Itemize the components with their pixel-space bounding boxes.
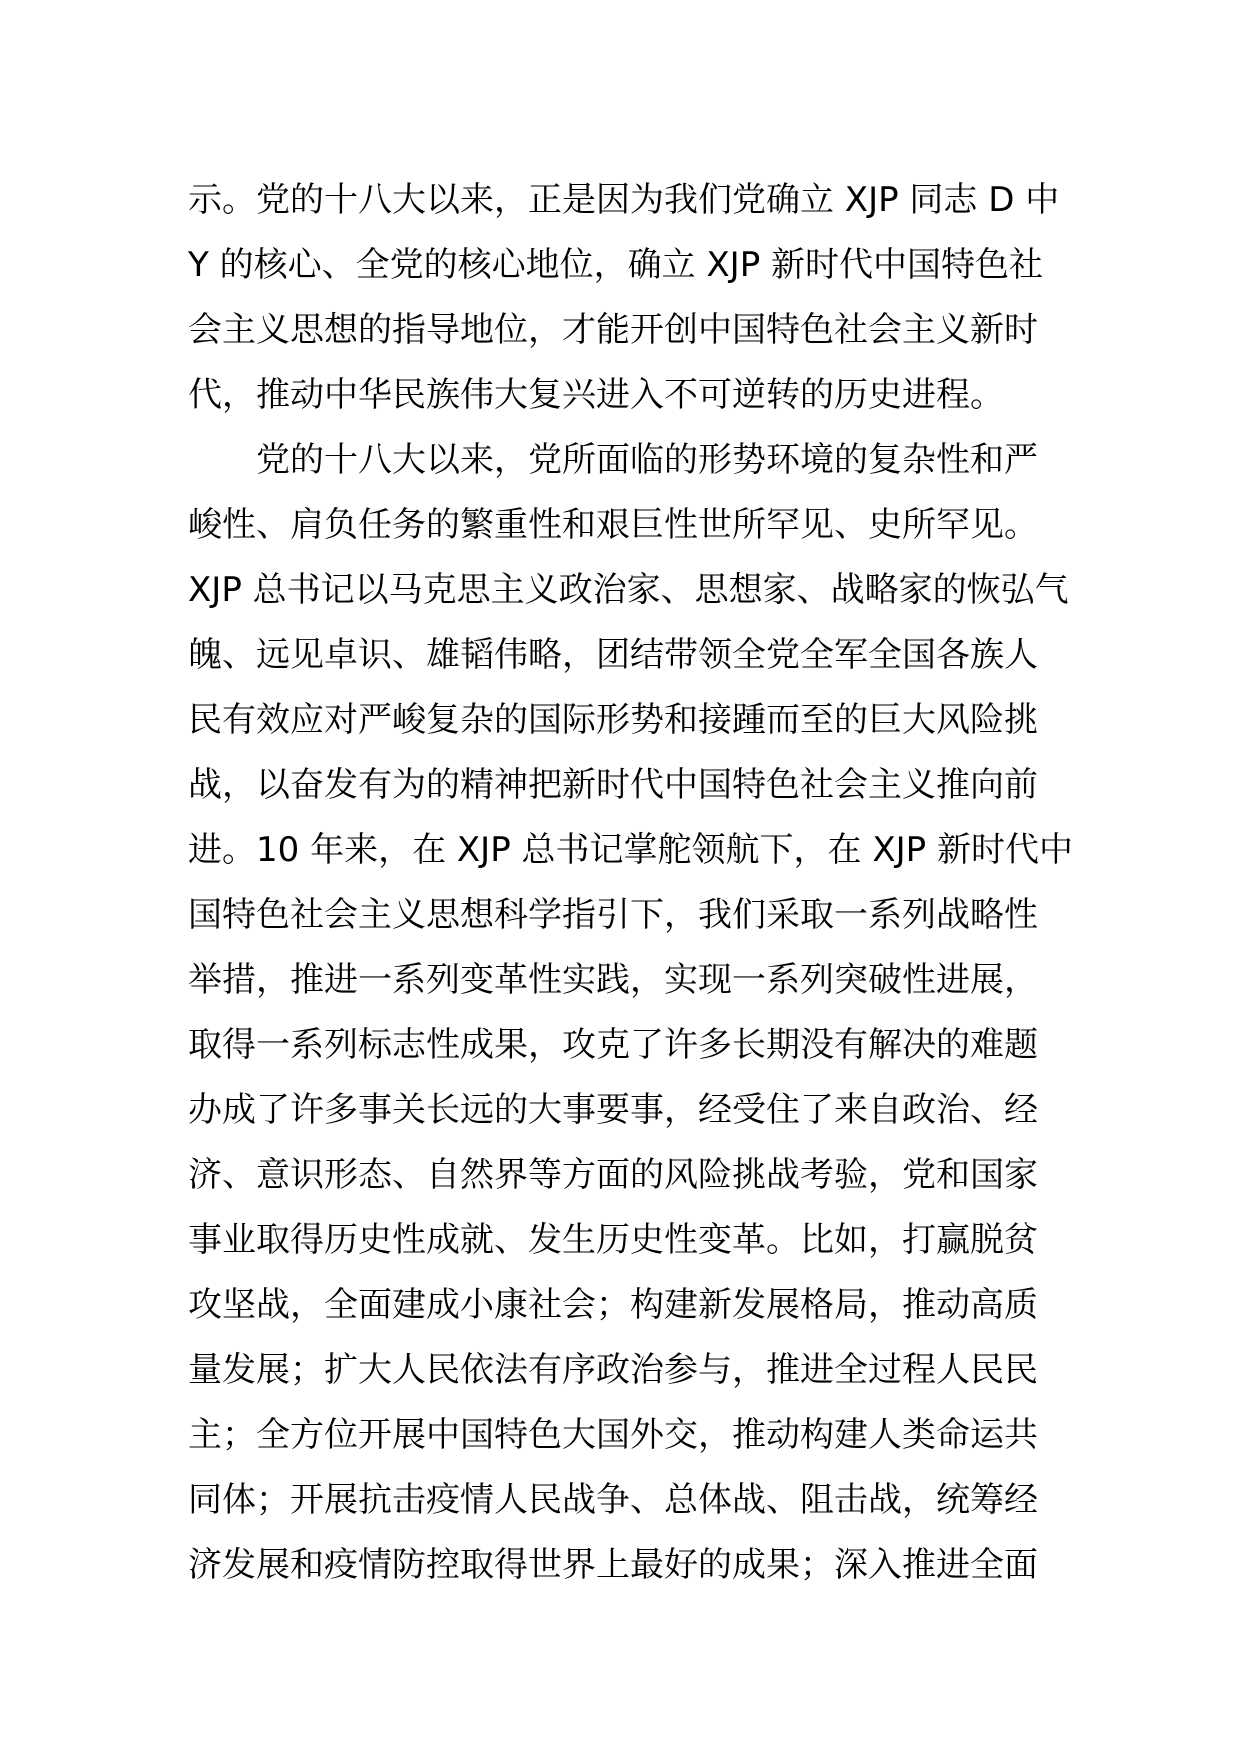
text-line: 进。10 年来，在 XJP 总书记掌舵领航下，在 XJP 新时代中	[188, 830, 1073, 870]
text-line: 党的十八大以来，党所面临的形势环境的复杂性和严	[256, 440, 1038, 480]
text-line: 主；全方位开展中国特色大国外交，推动构建人类命运共	[188, 1415, 1038, 1455]
text-line: 代，推动中华民族伟大复兴进入不可逆转的历史进程。	[188, 375, 1004, 415]
text-line: 办成了许多事关长远的大事要事，经受住了来自政治、经	[188, 1090, 1038, 1130]
text-line: 济、意识形态、自然界等方面的风险挑战考验，党和国家	[188, 1155, 1038, 1195]
text-line: 国特色社会主义思想科学指引下，我们采取一系列战略性	[188, 895, 1038, 935]
text-line: 取得一系列标志性成果，攻克了许多长期没有解决的难题	[188, 1025, 1038, 1065]
text-line: 事业取得历史性成就、发生历史性变革。比如，打赢脱贫	[188, 1220, 1038, 1260]
body-text	[188, 168, 1073, 1598]
text-line: 攻坚战，全面建成小康社会；构建新发展格局，推动高质	[188, 1285, 1038, 1325]
text-line: 峻性、肩负任务的繁重性和艰巨性世所罕见、史所罕见。	[188, 505, 1038, 545]
paragraph-2	[188, 428, 1073, 1598]
text-line: 魄、远见卓识、雄韬伟略，团结带领全党全军全国各族人	[188, 635, 1038, 675]
text-line: 举措，推进一系列变革性实践，实现一系列突破性进展，	[188, 960, 1038, 1000]
text-line: 战，以奋发有为的精神把新时代中国特色社会主义推向前	[188, 765, 1038, 805]
text-line: Y 的核心、全党的核心地位，确立 XJP 新时代中国特色社	[188, 245, 1044, 285]
text-line: XJP 总书记以马克思主义政治家、思想家、战略家的恢弘气	[188, 570, 1069, 610]
text-line: 量发展；扩大人民依法有序政治参与，推进全过程人民民	[188, 1350, 1038, 1390]
text-line: 示。党的十八大以来，正是因为我们党确立 XJP 同志 D 中	[188, 180, 1060, 220]
paragraph-1	[188, 168, 1068, 428]
text-line: 济发展和疫情防控取得世界上最好的成果；深入推进全面	[188, 1545, 1038, 1585]
text-line: 民有效应对严峻复杂的国际形势和接踵而至的巨大风险挑	[188, 700, 1038, 740]
text-line: 同体；开展抗击疫情人民战争、总体战、阻击战，统筹经	[188, 1480, 1038, 1520]
text-line: 会主义思想的指导地位，才能开创中国特色社会主义新时	[188, 310, 1038, 350]
